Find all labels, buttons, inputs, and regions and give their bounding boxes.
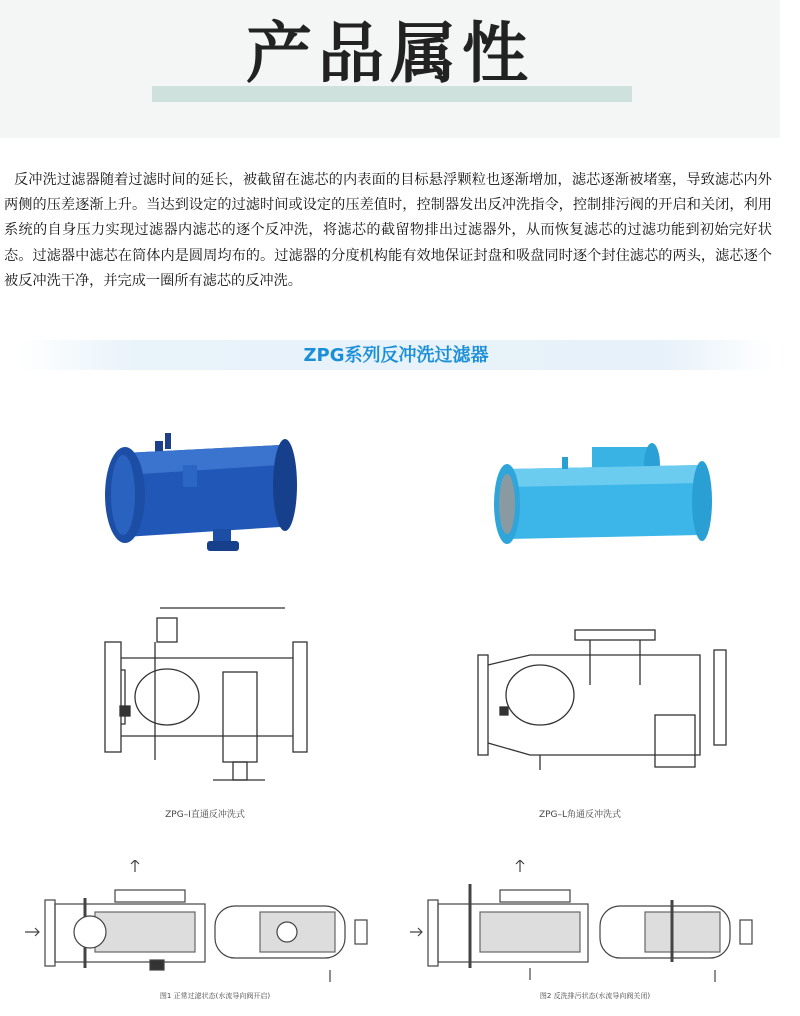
- angle-filter-photo: [492, 435, 717, 555]
- product-description: 反冲洗过滤器随着过滤时间的延长，被截留在滤芯的内表面的目标悬浮颗粒也逐渐增加，滤芯逐渐被堵塞，导致滤芯内外两侧的压差逐渐上升。当达到设定的过滤时间或设定的压差值时，控制器发出反冲洗指令，控制排污阀的开启和关闭，利用系统的自身压力实现过滤器内滤芯的逐个反冲洗，将滤芯的截留物排出过滤器外，从而恢复滤芯的过滤功能到初始完好状态。过滤器中滤芯在筒体内是圆周均布的。过滤器的分度机构能有效地保证封盘和吸盘同时逐个封住滤芯的两头，滤芯逐个被反冲洗干净，并完成一圈所有滤芯的反冲洗。: [4, 172, 772, 289]
- angle-filter-drawing: [470, 625, 745, 775]
- page-title: 产品属性: [246, 15, 534, 92]
- series-title: ZPG系列反冲洗过滤器: [303, 345, 489, 366]
- figure-2-backwash: [410, 860, 780, 985]
- caption-fig1: 图1 正常过滤状态(水流导向阀开启): [159, 992, 271, 1000]
- straight-filter-drawing: [95, 600, 315, 790]
- straight-filter-photo: [95, 425, 310, 560]
- caption-angle: ZPG–L角通反冲洗式: [538, 810, 622, 820]
- caption-fig2: 图2 反洗排污状态(水流导向阀关闭): [539, 992, 651, 1000]
- caption-straight: ZPG–I直通反冲洗式: [165, 810, 245, 820]
- figure-1-normal-filtering: [25, 860, 395, 985]
